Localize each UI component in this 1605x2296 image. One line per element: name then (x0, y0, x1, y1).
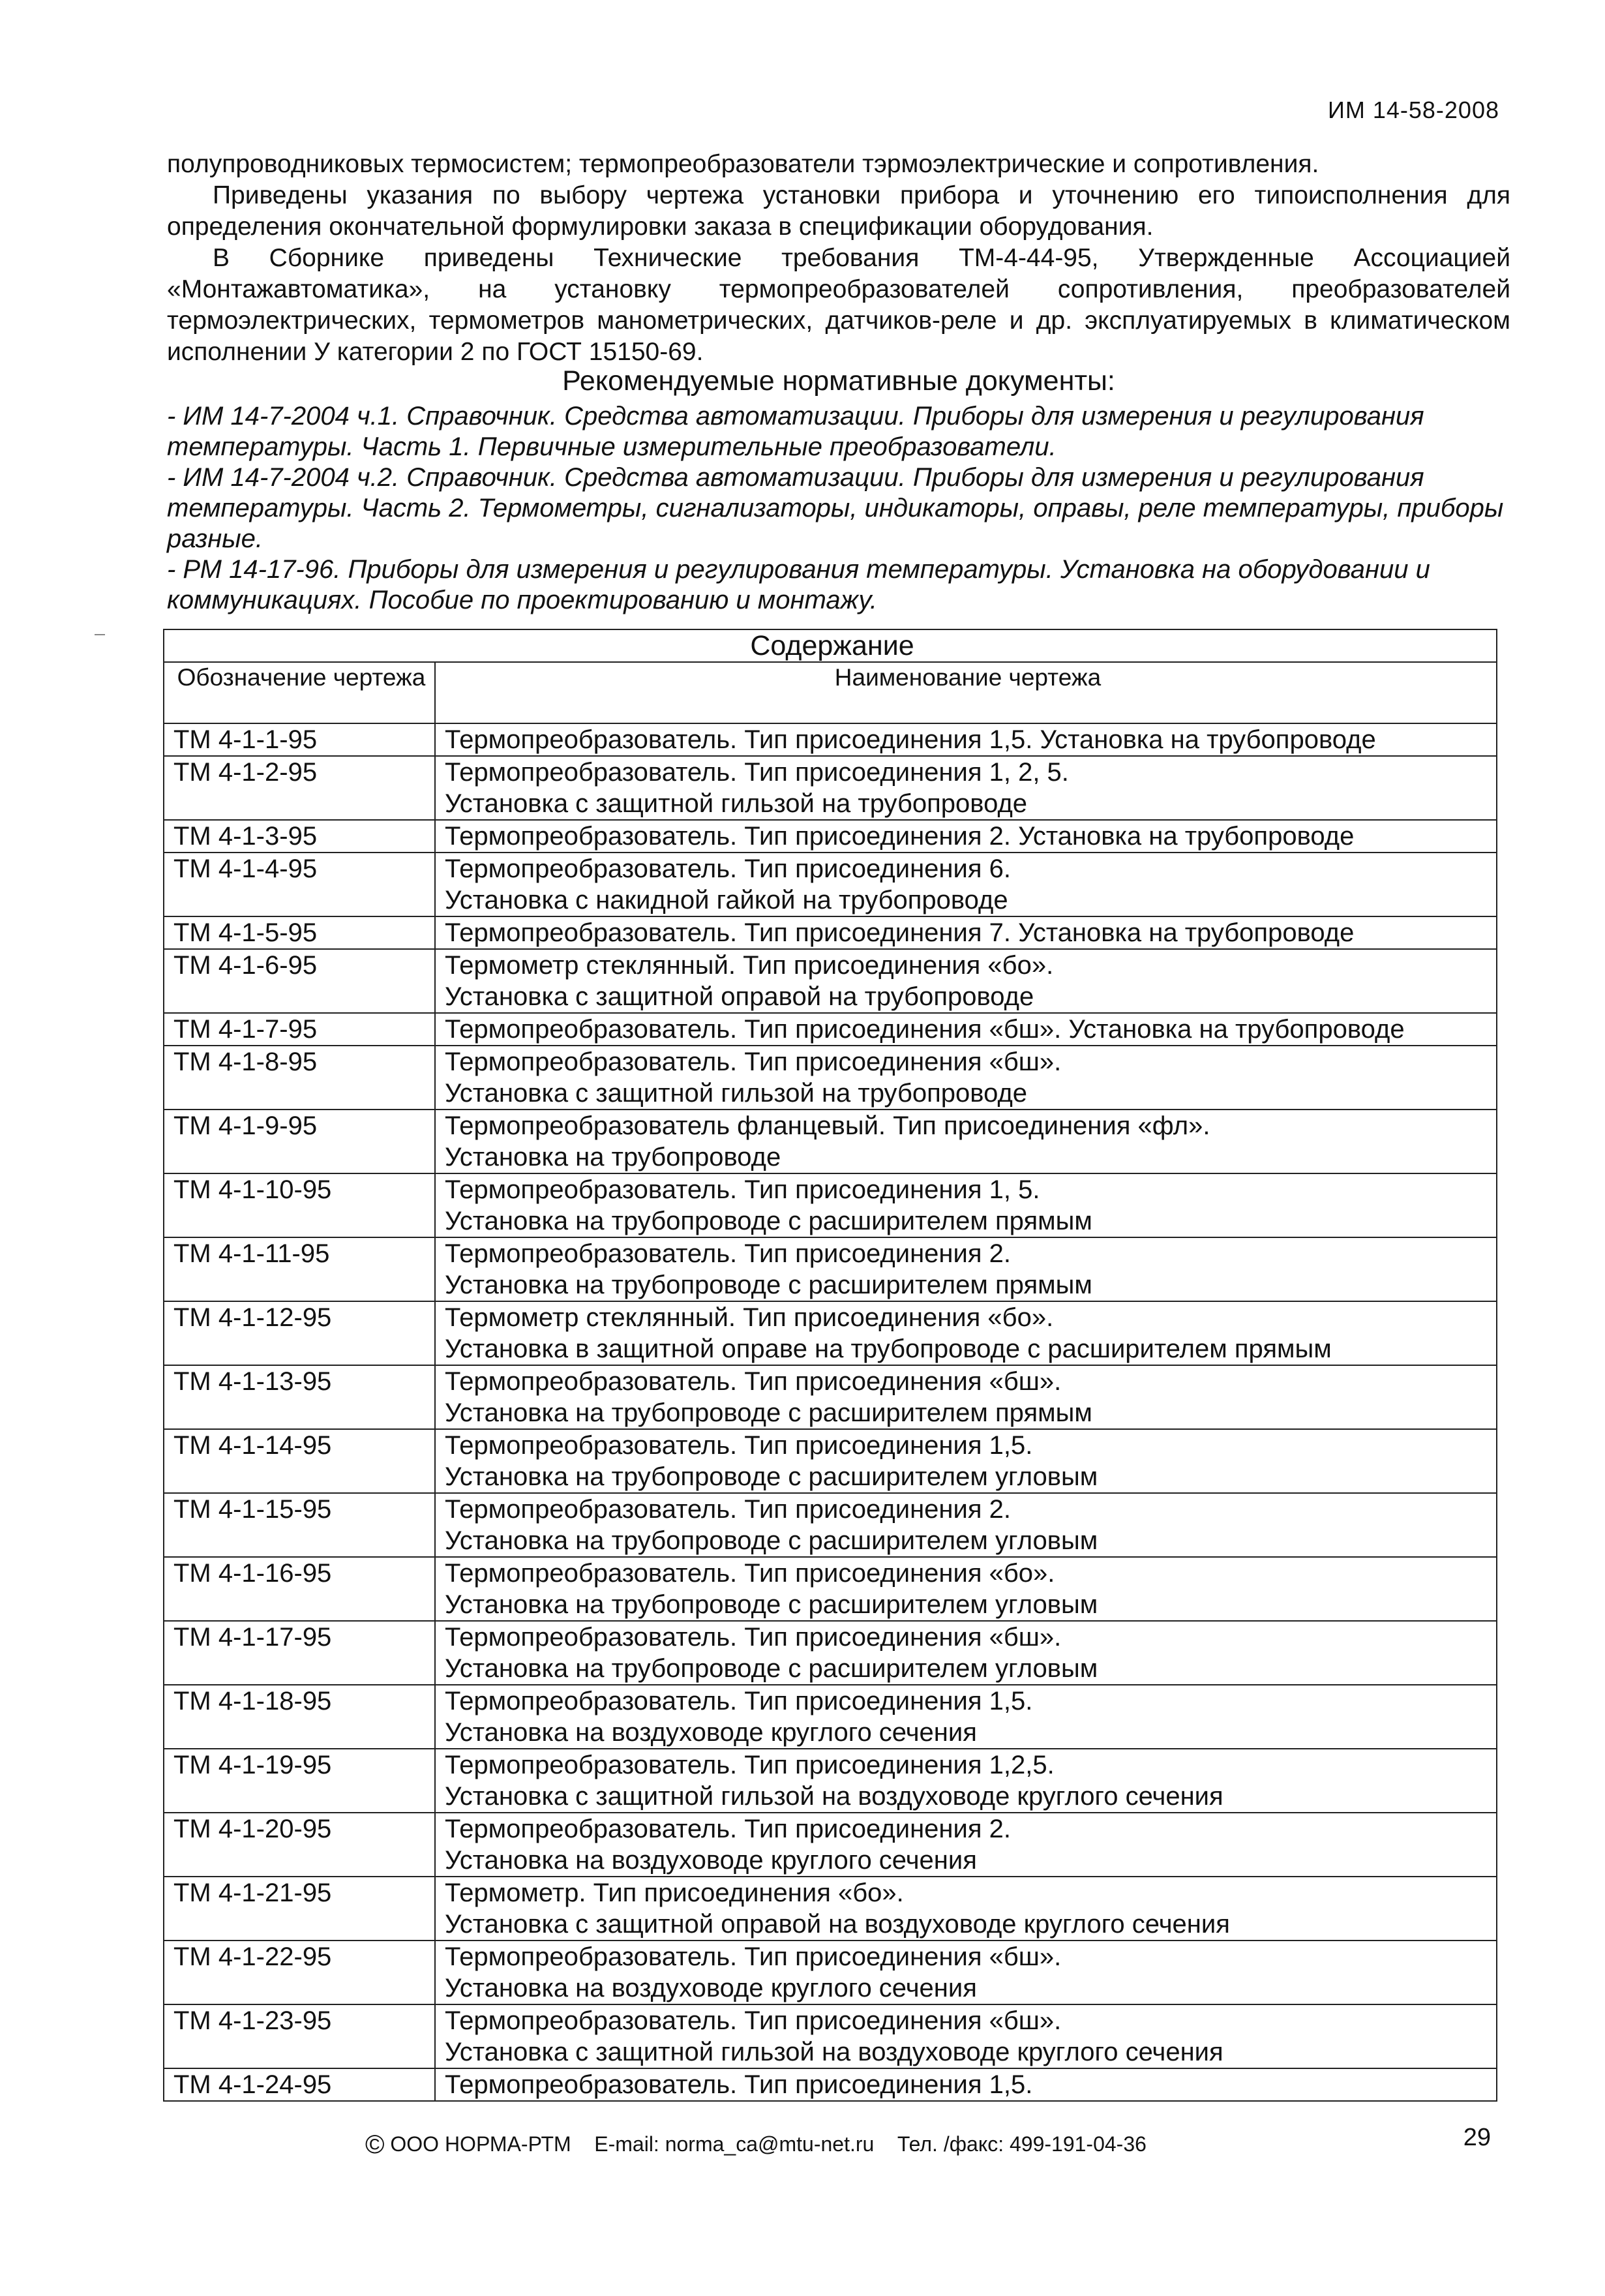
intro-paragraph-3: В Сборнике приведены Технические требования ТМ-4-44-95, Утвержденные Ассоциацией «Монтажавтоматика», на установку термопреобразователей сопротивления, преобразователей термоэлектрических, термометров манометрических, датчиков-реле и др. эксплуатируемых в климатическом исполнении У категории 2 по ГОСТ 15150-69. (167, 244, 1510, 366)
table-row (164, 853, 1497, 916)
drawing-name-line: Установка с защитной гильзой на воздуховоде круглого сечения (445, 2038, 1223, 2066)
drawing-name (435, 1237, 1497, 1301)
drawing-name-line: Термопреобразователь. Тип присоединения 6. (445, 854, 1011, 883)
drawing-code: ТМ 4-1-18-95 (164, 1685, 435, 1749)
document-code: ИМ 14-58-2008 (1327, 97, 1499, 123)
table-row (164, 1493, 1497, 1557)
table-row (164, 1046, 1497, 1110)
drawing-code: ТМ 4-1-21-95 (164, 1877, 435, 1941)
drawing-name-line: Установка на трубопроводе с расширителем прямым (445, 1398, 1092, 1427)
margin-mark (95, 634, 105, 635)
drawing-name-line: Установка на трубопроводе с расширителем прямым (445, 1271, 1092, 1299)
drawing-name-line: Установка с защитной гильзой на трубопроводе (445, 1079, 1028, 1108)
drawing-name-line: Установка на воздуховоде круглого сечения (445, 1974, 977, 2002)
drawing-code: ТМ 4-1-17-95 (164, 1621, 435, 1685)
drawing-name-line: Установка с защитной оправой на воздуховоде круглого сечения (445, 1910, 1230, 1939)
table-row (164, 1365, 1497, 1429)
drawing-name-line: Установка с защитной гильзой на воздуховоде круглого сечения (445, 1782, 1223, 1811)
drawing-code: ТМ 4-1-22-95 (164, 1941, 435, 2004)
drawing-name-line: Установка на трубопроводе с расширителем угловым (445, 1654, 1098, 1683)
table-row (164, 1941, 1497, 2004)
drawing-name-line: Установка на воздуховоде круглого сечения (445, 1846, 977, 1875)
drawing-name-line: Установка на трубопроводе с расширителем угловым (445, 1590, 1098, 1619)
drawing-name (435, 1173, 1497, 1237)
drawing-name-line: Термопреобразователь. Тип присоединения «бш». Установка на трубопроводе (445, 1015, 1405, 1044)
table-row (164, 820, 1497, 853)
column-header-name: Наименование чертежа (435, 662, 1497, 723)
drawing-code: ТМ 4-1-4-95 (164, 853, 435, 916)
contents-table (163, 629, 1497, 2102)
intro-text (167, 149, 1510, 368)
drawing-code: ТМ 4-1-19-95 (164, 1749, 435, 1813)
drawing-name-line: Установка в защитной оправе на трубопроводе с расширителем прямым (445, 1335, 1332, 1363)
drawing-name (435, 1877, 1497, 1941)
column-header-code: Обозначение чертежа (164, 662, 435, 723)
drawing-code: ТМ 4-1-10-95 (164, 1173, 435, 1237)
table-row (164, 1429, 1497, 1493)
drawing-name (435, 1013, 1497, 1046)
contents-header-row (164, 662, 1497, 723)
drawing-code: ТМ 4-1-6-95 (164, 949, 435, 1013)
drawing-name-line: Установка на воздуховоде круглого сечения (445, 1718, 977, 1747)
drawing-name-line: Термопреобразователь. Тип присоединения «бш». (445, 2006, 1062, 2035)
table-row (164, 916, 1497, 949)
table-row (164, 1685, 1497, 1749)
drawing-code: ТМ 4-1-1-95 (164, 723, 435, 756)
table-row (164, 2068, 1497, 2101)
drawing-name-line: Термопреобразователь фланцевый. Тип присоединения «фл». (445, 1111, 1210, 1140)
table-row (164, 723, 1497, 756)
table-row (164, 1013, 1497, 1046)
drawing-code: ТМ 4-1-3-95 (164, 820, 435, 853)
drawing-name (435, 949, 1497, 1013)
table-row (164, 1557, 1497, 1621)
drawing-name-line: Установка на трубопроводе с расширителем угловым (445, 1462, 1098, 1491)
footer-phone: Тел. /факс: 499-191-04-36 (897, 2132, 1147, 2156)
page-footer (365, 2130, 1147, 2160)
drawing-name (435, 1110, 1497, 1173)
page-number: 29 (1463, 2124, 1491, 2151)
contents-caption: Содержание (164, 629, 1497, 662)
drawing-name-line: Установка с защитной оправой на трубопроводе (445, 982, 1034, 1011)
drawing-name-line: Установка с накидной гайкой на трубопроводе (445, 886, 1008, 914)
drawing-name-line: Термопреобразователь. Тип присоединения 2. Установка на трубопроводе (445, 822, 1355, 851)
drawing-code: ТМ 4-1-16-95 (164, 1557, 435, 1621)
drawing-name-line: Термопреобразователь. Тип присоединения «бш». (445, 1367, 1062, 1396)
drawing-code: ТМ 4-1-15-95 (164, 1493, 435, 1557)
intro-paragraph-1: полупроводниковых термосистем; термопреобразователи тэрмоэлектрические и сопротивления. (167, 150, 1319, 178)
drawing-name (435, 2004, 1497, 2068)
drawing-name-line: Термометр стеклянный. Тип присоединения «бо». (445, 951, 1054, 980)
drawing-name-line: Термопреобразователь. Тип присоединения 2. (445, 1495, 1011, 1524)
drawing-name-line: Термопреобразователь. Тип присоединения «бш». (445, 1048, 1062, 1076)
contents-caption-row (164, 629, 1497, 662)
drawing-name-line: Термометр. Тип присоединения «бо». (445, 1879, 904, 1907)
drawing-name (435, 1301, 1497, 1365)
drawing-name-line: Термопреобразователь. Тип присоединения 1,5. Установка на трубопроводе (445, 725, 1376, 754)
drawing-code: ТМ 4-1-2-95 (164, 756, 435, 820)
table-row (164, 1813, 1497, 1877)
drawing-name-line: Термопреобразователь. Тип присоединения 1,5. (445, 1431, 1033, 1460)
drawing-code: ТМ 4-1-7-95 (164, 1013, 435, 1046)
table-row (164, 756, 1497, 820)
drawing-name-line: Термопреобразователь. Тип присоединения «бо». (445, 1559, 1055, 1588)
drawing-name-line: Термопреобразователь. Тип присоединения 7. Установка на трубопроводе (445, 918, 1355, 947)
drawing-name (435, 1365, 1497, 1429)
footer-email: E-mail: norma_ca@mtu-net.ru (594, 2132, 875, 2156)
drawing-name (435, 1621, 1497, 1685)
drawing-name-line: Термопреобразователь. Тип присоединения 1,2,5. (445, 1751, 1055, 1779)
table-row (164, 1877, 1497, 1941)
table-row (164, 1621, 1497, 1685)
drawing-code: ТМ 4-1-23-95 (164, 2004, 435, 2068)
intro-paragraph-2: Приведены указания по выбору чертежа установки прибора и уточнению его типоисполнения для определения окончательной формулировки заказа в спецификации оборудования. (167, 181, 1510, 241)
drawing-name (435, 1557, 1497, 1621)
table-row (164, 1749, 1497, 1813)
drawing-code: ТМ 4-1-14-95 (164, 1429, 435, 1493)
drawing-name-line: Термопреобразователь. Тип присоединения 1, 5. (445, 1175, 1040, 1204)
drawing-name-line: Установка с защитной гильзой на трубопроводе (445, 789, 1028, 818)
table-row (164, 1173, 1497, 1237)
drawing-code: ТМ 4-1-5-95 (164, 916, 435, 949)
drawing-code: ТМ 4-1-11-95 (164, 1237, 435, 1301)
drawing-name (435, 1749, 1497, 1813)
drawing-code: ТМ 4-1-8-95 (164, 1046, 435, 1110)
drawing-name-line: Термометр стеклянный. Тип присоединения «бо». (445, 1303, 1054, 1332)
drawing-name (435, 853, 1497, 916)
drawing-name-line: Термопреобразователь. Тип присоединения 2. (445, 1815, 1011, 1843)
drawing-code: ТМ 4-1-24-95 (164, 2068, 435, 2101)
drawing-name-line: Термопреобразователь. Тип присоединения 1, 2, 5. (445, 758, 1069, 787)
table-row (164, 1237, 1497, 1301)
drawing-name (435, 820, 1497, 853)
drawing-name-line: Установка на трубопроводе (445, 1143, 781, 1171)
drawing-name (435, 1813, 1497, 1877)
copyright-icon: © (365, 2130, 385, 2159)
recommended-docs-title: Рекомендуемые нормативные документы: (562, 365, 1115, 397)
drawing-name-line: Термопреобразователь. Тип присоединения 2. (445, 1239, 1011, 1268)
drawing-code: ТМ 4-1-13-95 (164, 1365, 435, 1429)
drawing-name (435, 1685, 1497, 1749)
drawing-name (435, 1046, 1497, 1110)
recommended-doc-item: - ИМ 14-7-2004 ч.2. Справочник. Средства автоматизации. Приборы для измерения и регулирования температуры. Часть 2. Термометры, сигнализаторы, индикаторы, оправы, реле температуры, приборы разные. (167, 463, 1504, 553)
drawing-name (435, 723, 1497, 756)
drawing-name (435, 2068, 1497, 2101)
drawing-name-line: Термопреобразователь. Тип присоединения «бш». (445, 1942, 1062, 1971)
drawing-code: ТМ 4-1-9-95 (164, 1110, 435, 1173)
drawing-name (435, 916, 1497, 949)
table-row (164, 1301, 1497, 1365)
table-row (164, 1110, 1497, 1173)
drawing-code: ТМ 4-1-20-95 (164, 1813, 435, 1877)
drawing-name-line: Термопреобразователь. Тип присоединения 1,5. (445, 2070, 1033, 2099)
drawing-name (435, 1941, 1497, 2004)
recommended-doc-item: - ИМ 14-7-2004 ч.1. Справочник. Средства автоматизации. Приборы для измерения и регулирования температуры. Часть 1. Первичные измерительные преобразователи. (167, 402, 1424, 461)
footer-company: ООО НОРМА-РТМ (390, 2132, 571, 2156)
drawing-name (435, 756, 1497, 820)
drawing-name-line: Установка на трубопроводе с расширителем прямым (445, 1207, 1092, 1235)
drawing-name-line: Термопреобразователь. Тип присоединения «бш». (445, 1623, 1062, 1652)
drawing-name-line: Термопреобразователь. Тип присоединения 1,5. (445, 1687, 1033, 1715)
drawing-name (435, 1429, 1497, 1493)
recommended-doc-item: - РМ 14-17-96. Приборы для измерения и регулирования температуры. Установка на оборудовании и коммуникациях. Пособие по проектированию и монтажу. (167, 555, 1430, 614)
drawing-name-line: Установка на трубопроводе с расширителем угловым (445, 1526, 1098, 1555)
drawing-code: ТМ 4-1-12-95 (164, 1301, 435, 1365)
table-row (164, 949, 1497, 1013)
table-row (164, 2004, 1497, 2068)
drawing-name (435, 1493, 1497, 1557)
recommended-docs-list (167, 401, 1517, 616)
